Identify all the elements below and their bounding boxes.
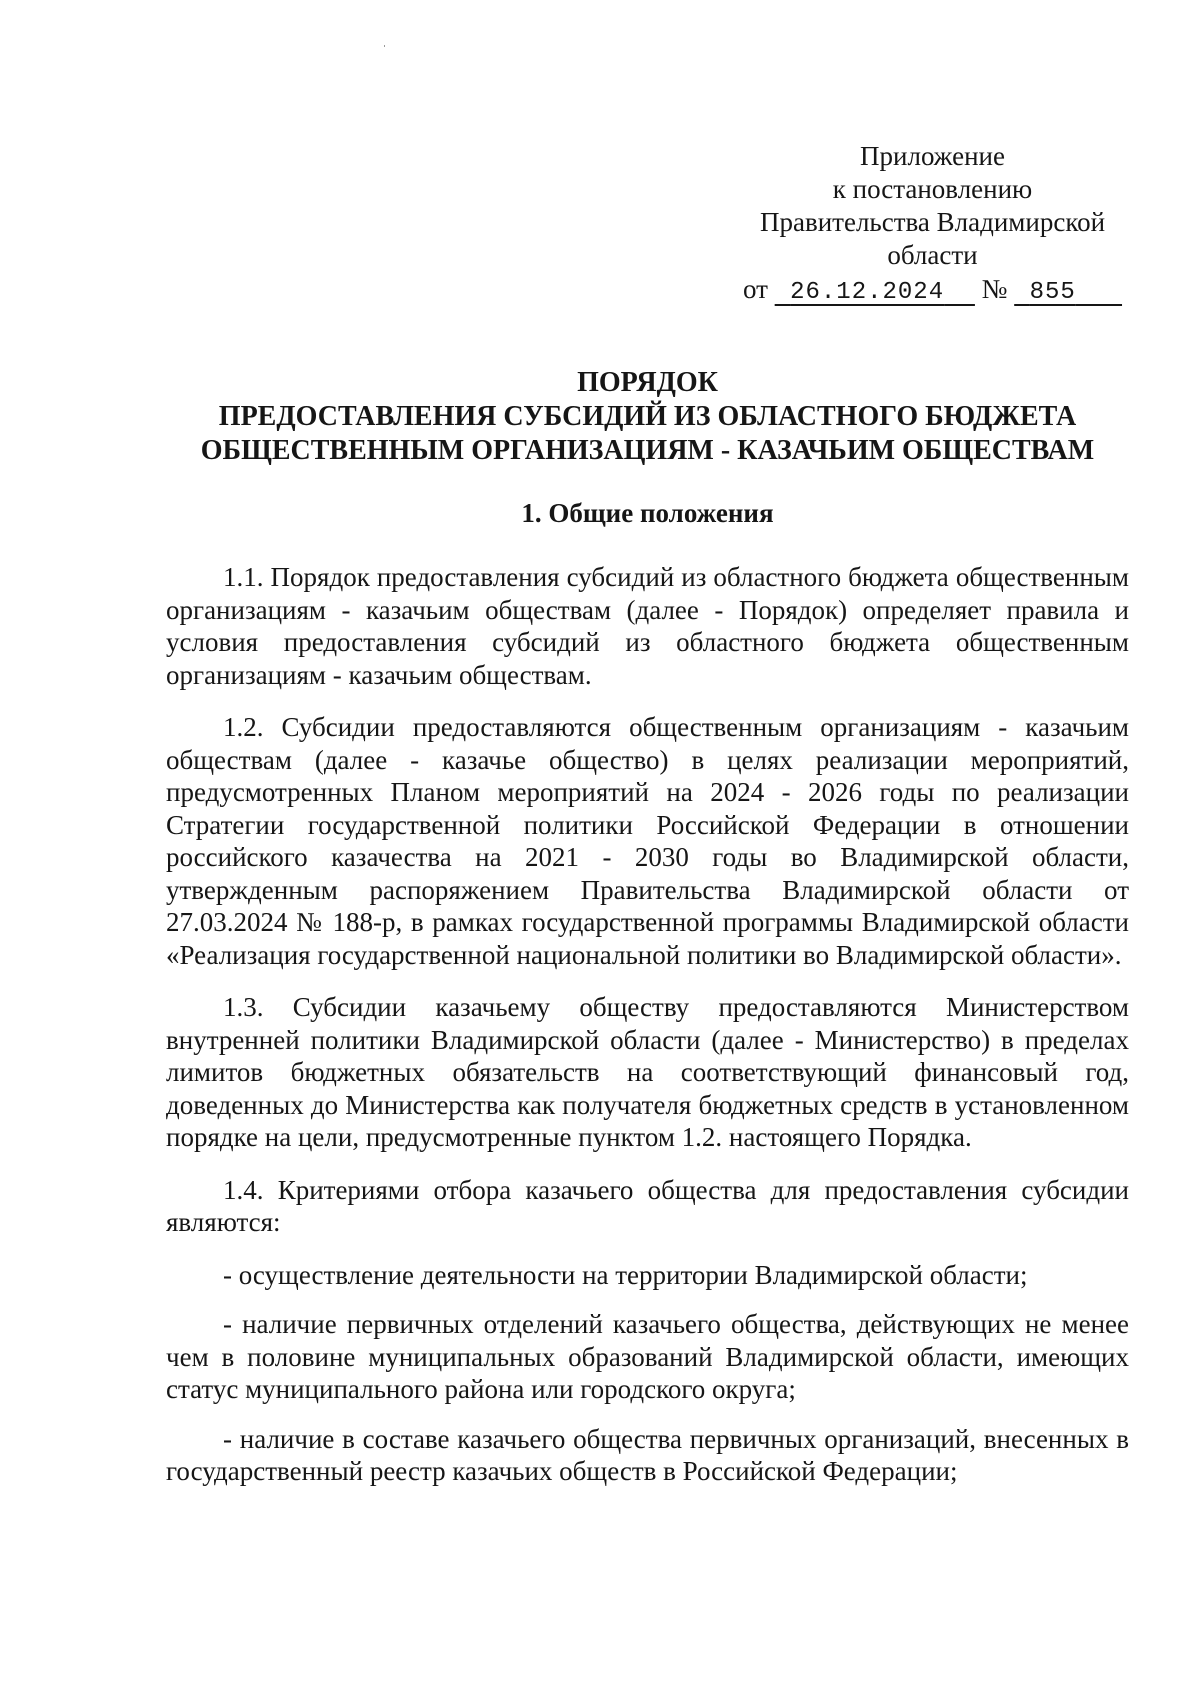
document-title <box>120 366 1175 468</box>
criteria-item: - осуществление деятельности на территории Владимирской области; <box>223 1259 1028 1290</box>
section-body <box>166 561 1129 1505</box>
appendix-government: Правительства Владимирской <box>759 207 1106 237</box>
appendix-resolution-ref: к постановлению <box>832 174 1033 204</box>
appendix-label: Приложение <box>860 141 1005 171</box>
title-line-1: ПОРЯДОК <box>577 367 718 398</box>
paragraph-1-2: 1.2. Субсидии предоставляются общественным организациям - казачьим обществам (далее - казачье общество) в целях реализации мероприятий, предусмотренных Планом мероприятий на 2024 - 2026 годы по реализации Стратегии государственной политики Российской Федерации в отношении российского казачества на 2021 - 2030 годы во Владимирской области, утвержденным распоряжением Правительства Владимирской области от 27.03.2024 № 188-р, в рамках государственной программы Владимирской области «Реализация государственной национальной политики во Владимирской области». <box>166 712 1129 970</box>
paragraph-1-4: 1.4. Критериями отбора казачьего общества для предоставления субсидии являются: <box>166 1174 1129 1237</box>
date-prefix: от <box>742 274 768 304</box>
resolution-number: 855 <box>1029 279 1076 306</box>
appendix-date-line <box>735 273 1130 309</box>
section-heading: 1. Общие положения <box>521 498 774 528</box>
paragraph-1-3: 1.3. Субсидии казачьему обществу предоставляются Министерством внутренней политики Владимирской области (далее - Министерство) в пределах лимитов бюджетных обязательств на соответствующий финансовый год, доведенных до Министерства как получателя бюджетных средств в установленном порядке на цели, предусмотренные пунктом 1.2. настоящего Порядка. <box>166 992 1129 1152</box>
resolution-date: 26.12.2024 <box>790 279 945 306</box>
title-line-2: ПРЕДОСТАВЛЕНИЯ СУБСИДИЙ ИЗ ОБЛАСТНОГО БЮДЖЕТА <box>218 401 1077 432</box>
appendix-region: области <box>887 240 978 270</box>
title-line-3: ОБЩЕСТВЕННЫМ ОРГАНИЗАЦИЯМ - КАЗАЧЬИМ ОБЩЕСТВАМ <box>200 435 1095 466</box>
criteria-item: - наличие первичных отделений казачьего общества, действующих не менее чем в половине муниципальных образований Владимирской области, имеющих статус муниципального района или городского округа; <box>166 1309 1129 1404</box>
scan-speck <box>384 45 385 47</box>
number-sign: № <box>981 274 1008 304</box>
criteria-item: - наличие в составе казачьего общества первичных организаций, внесенных в государственный реестр казачьих обществ в Российской Федерации; <box>166 1423 1129 1486</box>
paragraph-1-1: 1.1. Порядок предоставления субсидий из областного бюджета общественным организациям - казачьим обществам (далее - Порядок) определяет правила и условия предоставления субсидий из областного бюджета общественным организациям - казачьим обществам. <box>166 562 1129 690</box>
appendix-block <box>735 140 1130 309</box>
